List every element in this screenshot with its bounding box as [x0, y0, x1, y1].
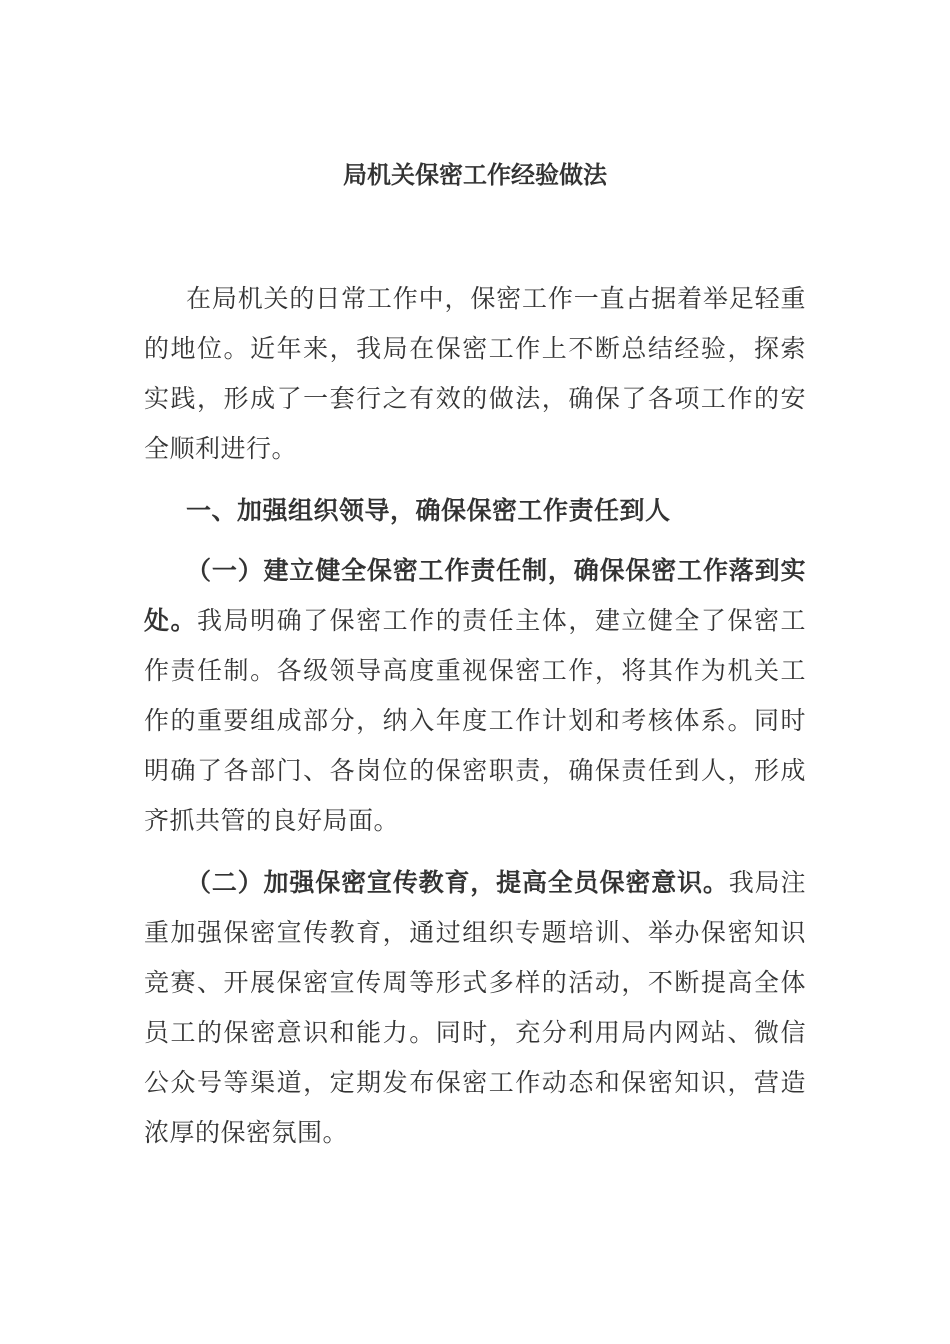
document-title: 局机关保密工作经验做法 [343, 161, 607, 189]
section-item-2 [144, 858, 806, 1158]
section-heading-1: 一、加强组织领导，确保保密工作责任到人 [186, 496, 671, 525]
intro-paragraph: 在局机关的日常工作中，保密工作一直占据着举足轻重的地位。近年来，我局在保密工作上不断总结经验，探索实践，形成了一套行之有效的做法，确保了各项工作的安全顺利进行。 [144, 284, 806, 463]
item-body-1: 我局明确了保密工作的责任主体，建立健全了保密工作责任制。各级领导高度重视保密工作，将其作为机关工作的重要组成部分，纳入年度工作计划和考核体系。同时明确了各部门、各岗位的保密职责，确保责任到人，形成齐抓共管的良好局面。 [144, 606, 806, 835]
section-item-1 [144, 546, 806, 846]
item-lead-1: （一）建立健全保密工作责任制，确保保密工作落到实处。 [144, 556, 806, 635]
item-lead-2: （二）加强保密宣传教育，提高全员保密意识。 [186, 868, 729, 897]
item-body-2: 我局注重加强保密宣传教育，通过组织专题培训、举办保密知识竞赛、开展保密宣传周等形式多样的活动，不断提高全体员工的保密意识和能力。同时，充分利用局内网站、微信公众号等渠道，定期发布保密工作动态和保密知识，营造浓厚的保密氛围。 [144, 868, 806, 1147]
